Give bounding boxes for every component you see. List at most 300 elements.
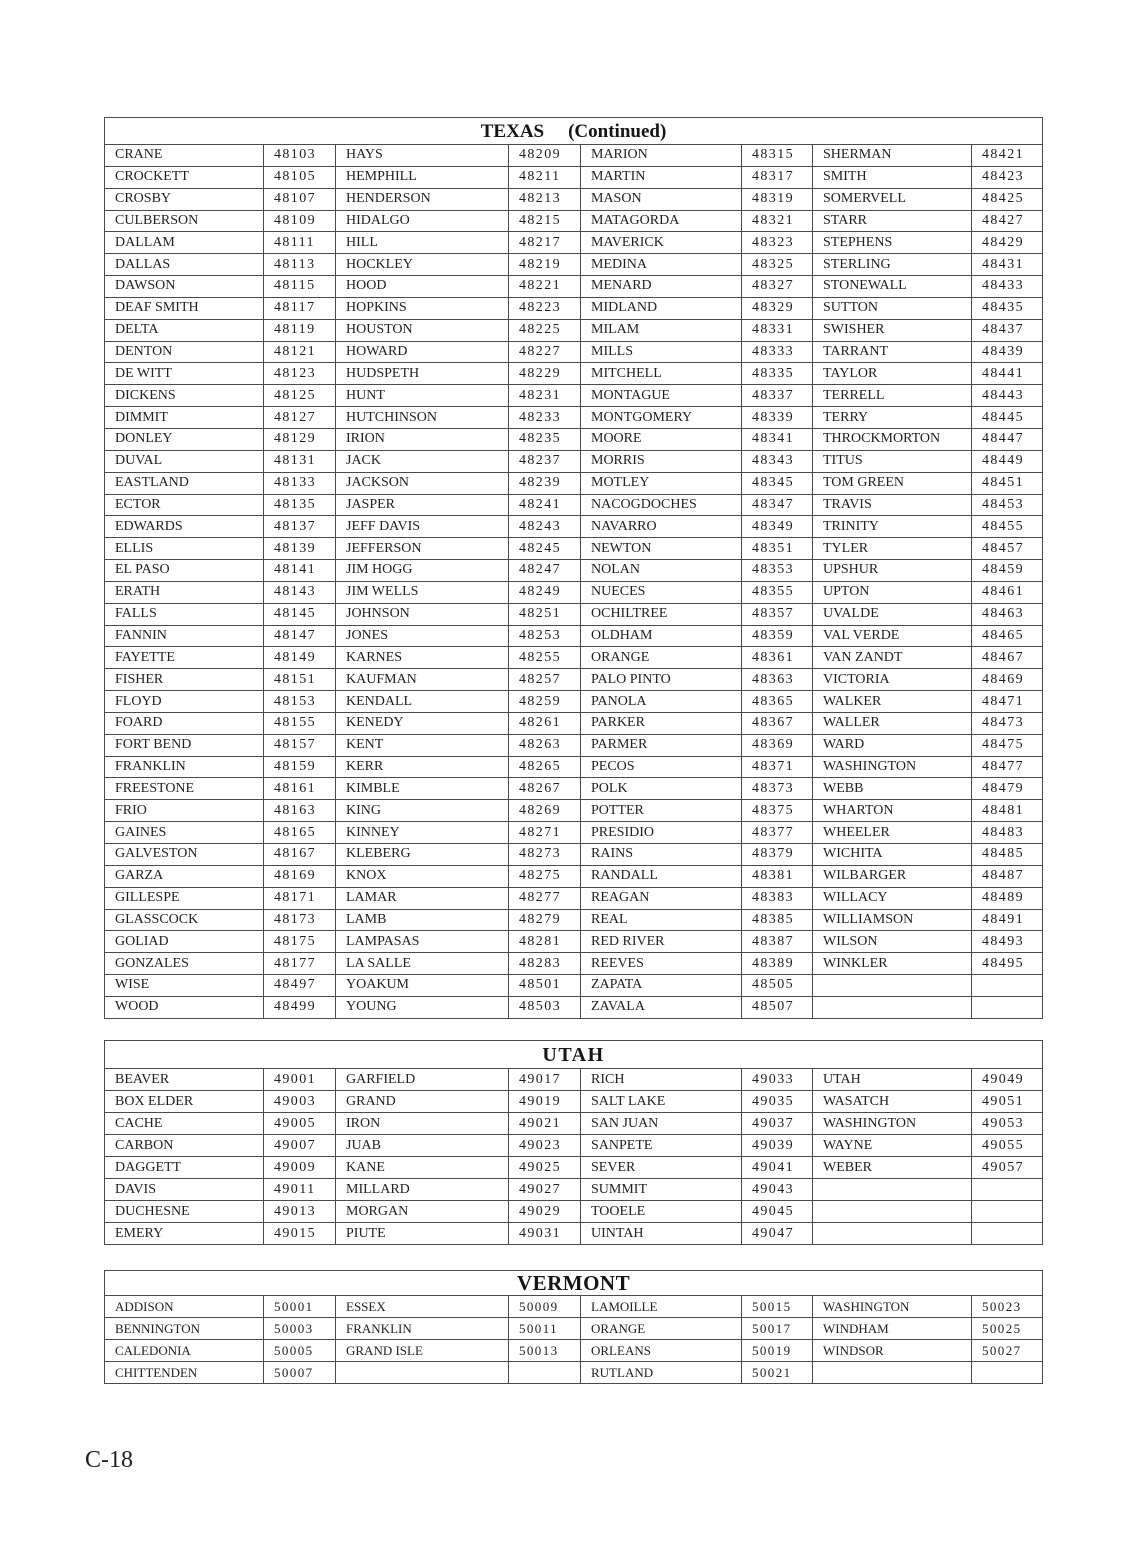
fips-code-cell: 48239 (509, 472, 581, 494)
county-name-cell: JASPER (336, 494, 509, 516)
table-row (105, 450, 1043, 472)
county-name-cell: HEMPHILL (336, 166, 509, 188)
county-name-cell: JACKSON (336, 472, 509, 494)
table-row (105, 625, 1043, 647)
county-name-cell: FALLS (105, 603, 264, 625)
county-name-cell: ESSEX (336, 1296, 509, 1318)
fips-code-cell: 50009 (509, 1296, 581, 1318)
fips-code-cell: 49029 (509, 1201, 581, 1223)
fips-code-cell: 48281 (509, 931, 581, 953)
fips-code-cell: 50027 (972, 1340, 1043, 1362)
fips-code-cell: 48245 (509, 538, 581, 560)
table-row (105, 341, 1043, 363)
county-name-cell: WALKER (813, 691, 972, 713)
county-name-cell: LAMB (336, 909, 509, 931)
fips-code-cell: 48435 (972, 297, 1043, 319)
county-name-cell: MORGAN (336, 1201, 509, 1223)
fips-code-cell: 48375 (742, 800, 813, 822)
county-name-cell: ADDISON (105, 1296, 264, 1318)
fips-code-cell: 48323 (742, 232, 813, 254)
county-name-cell: TAYLOR (813, 363, 972, 385)
fips-code-cell: 48319 (742, 188, 813, 210)
county-name-cell: EMERY (105, 1223, 264, 1245)
county-name-cell: CARBON (105, 1135, 264, 1157)
fips-code-cell: 48263 (509, 734, 581, 756)
county-name-cell: WEBER (813, 1157, 972, 1179)
county-name-cell: PALO PINTO (581, 669, 742, 691)
table-body (105, 1296, 1043, 1384)
county-name-cell: SWISHER (813, 319, 972, 341)
fips-code-cell: 48335 (742, 363, 813, 385)
fips-code-cell: 50023 (972, 1296, 1043, 1318)
table-row (105, 188, 1043, 210)
county-name-cell: CALEDONIA (105, 1340, 264, 1362)
table-row (105, 581, 1043, 603)
fips-code-cell: 48379 (742, 844, 813, 866)
fips-code-cell: 48139 (264, 538, 336, 560)
fips-code-cell: 50015 (742, 1296, 813, 1318)
fips-code-cell: 48269 (509, 800, 581, 822)
county-name-cell: FRIO (105, 800, 264, 822)
fips-code-cell: 48365 (742, 691, 813, 713)
fips-code-cell: 48321 (742, 210, 813, 232)
fips-code-cell: 48479 (972, 778, 1043, 800)
county-name-cell: MILAM (581, 319, 742, 341)
table-row (105, 560, 1043, 582)
county-name-cell: KLEBERG (336, 844, 509, 866)
county-name-cell: KERR (336, 756, 509, 778)
table-row (105, 428, 1043, 450)
fips-code-cell: 48107 (264, 188, 336, 210)
county-name-cell: MEDINA (581, 254, 742, 276)
county-name-cell: CULBERSON (105, 210, 264, 232)
county-name-cell: GOLIAD (105, 931, 264, 953)
county-name-cell: EL PASO (105, 560, 264, 582)
table-row (105, 822, 1043, 844)
fips-code-cell (972, 975, 1043, 997)
county-name-cell: NOLAN (581, 560, 742, 582)
table-row (105, 844, 1043, 866)
fips-code-cell: 48445 (972, 407, 1043, 429)
county-name-cell: WASATCH (813, 1091, 972, 1113)
fips-code-cell: 48257 (509, 669, 581, 691)
fips-code-cell: 48359 (742, 625, 813, 647)
table-row (105, 254, 1043, 276)
fips-code-cell: 48497 (264, 975, 336, 997)
county-name-cell: UVALDE (813, 603, 972, 625)
fips-code-cell: 48163 (264, 800, 336, 822)
county-name-cell: OCHILTREE (581, 603, 742, 625)
county-name-cell: STERLING (813, 254, 972, 276)
table-title (105, 118, 1043, 145)
fips-code-cell: 48485 (972, 844, 1043, 866)
fips-code-cell: 48381 (742, 865, 813, 887)
county-name-cell: ORANGE (581, 647, 742, 669)
county-name-cell: JEFFERSON (336, 538, 509, 560)
county-name-cell: WISE (105, 975, 264, 997)
county-name-cell: HILL (336, 232, 509, 254)
fips-code-cell: 48501 (509, 975, 581, 997)
fips-code-cell: 48279 (509, 909, 581, 931)
fips-code-cell: 48153 (264, 691, 336, 713)
table-title-row (105, 1041, 1043, 1069)
fips-code-cell: 48157 (264, 734, 336, 756)
county-name-cell: REAL (581, 909, 742, 931)
fips-code-cell: 48425 (972, 188, 1043, 210)
fips-code-cell: 49007 (264, 1135, 336, 1157)
fips-code-cell: 48137 (264, 516, 336, 538)
table-row (105, 691, 1043, 713)
county-name-cell: BOX ELDER (105, 1091, 264, 1113)
county-name-cell: DAGGETT (105, 1157, 264, 1179)
table-row (105, 1318, 1043, 1340)
table-row (105, 669, 1043, 691)
county-name-cell: HAYS (336, 145, 509, 167)
fips-code-cell: 48423 (972, 166, 1043, 188)
page-number: C-18 (85, 1447, 133, 1473)
county-name-cell: STARR (813, 210, 972, 232)
fips-code-cell: 48275 (509, 865, 581, 887)
county-name-cell: MILLARD (336, 1179, 509, 1201)
county-name-cell: HOWARD (336, 341, 509, 363)
fips-code-cell: 48221 (509, 276, 581, 298)
county-name-cell (813, 1362, 972, 1384)
county-name-cell: WALLER (813, 712, 972, 734)
fips-code-cell: 49017 (509, 1069, 581, 1091)
county-name-cell: THROCKMORTON (813, 428, 972, 450)
fips-code-cell: 48491 (972, 909, 1043, 931)
fips-code-cell: 48443 (972, 385, 1043, 407)
fips-code-cell: 49011 (264, 1179, 336, 1201)
county-name-cell: TARRANT (813, 341, 972, 363)
county-name-cell: GAINES (105, 822, 264, 844)
county-name-cell: WASHINGTON (813, 756, 972, 778)
fips-code-cell: 48125 (264, 385, 336, 407)
fips-code-cell: 49043 (742, 1179, 813, 1201)
table-title (105, 1041, 1043, 1069)
fips-code-cell: 48237 (509, 450, 581, 472)
fips-code-cell: 48165 (264, 822, 336, 844)
county-name-cell: KENEDY (336, 712, 509, 734)
table-row (105, 145, 1043, 167)
fips-code-cell: 48337 (742, 385, 813, 407)
table-row (105, 800, 1043, 822)
fips-code-cell: 48387 (742, 931, 813, 953)
county-name-cell: WHARTON (813, 800, 972, 822)
fips-code-cell: 50013 (509, 1340, 581, 1362)
county-name-cell: SHERMAN (813, 145, 972, 167)
fips-code-cell: 48109 (264, 210, 336, 232)
fips-code-cell: 49003 (264, 1091, 336, 1113)
county-name-cell: TYLER (813, 538, 972, 560)
fips-code-cell: 48361 (742, 647, 813, 669)
fips-code-cell: 49057 (972, 1157, 1043, 1179)
fips-code-cell: 49033 (742, 1069, 813, 1091)
county-name-cell: UINTAH (581, 1223, 742, 1245)
county-name-cell: PRESIDIO (581, 822, 742, 844)
fips-code-cell: 48147 (264, 625, 336, 647)
state-name: UTAH (542, 1043, 605, 1066)
fips-code-cell: 48123 (264, 363, 336, 385)
fips-code-cell: 48155 (264, 712, 336, 734)
county-name-cell: YOAKUM (336, 975, 509, 997)
fips-code-cell (972, 1362, 1043, 1384)
fips-code-cell: 49015 (264, 1223, 336, 1245)
fips-code-cell: 48325 (742, 254, 813, 276)
fips-code-cell: 48477 (972, 756, 1043, 778)
fips-code-cell: 48461 (972, 581, 1043, 603)
fips-code-cell: 50019 (742, 1340, 813, 1362)
county-name-cell: GARZA (105, 865, 264, 887)
county-name-cell (336, 1362, 509, 1384)
county-name-cell: LAMPASAS (336, 931, 509, 953)
fips-code-cell: 48277 (509, 887, 581, 909)
fips-code-cell: 48481 (972, 800, 1043, 822)
fips-code-cell: 49035 (742, 1091, 813, 1113)
fips-code-cell: 48483 (972, 822, 1043, 844)
county-name-cell: KAUFMAN (336, 669, 509, 691)
county-name-cell: SUMMIT (581, 1179, 742, 1201)
table-row (105, 319, 1043, 341)
county-name-cell: DONLEY (105, 428, 264, 450)
fips-code-cell: 48217 (509, 232, 581, 254)
county-name-cell: UPSHUR (813, 560, 972, 582)
county-name-cell: WINDSOR (813, 1340, 972, 1362)
fips-code-cell: 48459 (972, 560, 1043, 582)
county-name-cell: SEVER (581, 1157, 742, 1179)
fips-code-cell: 48235 (509, 428, 581, 450)
fips-code-cell: 48503 (509, 996, 581, 1018)
fips-code-cell: 48225 (509, 319, 581, 341)
fips-code-cell: 48449 (972, 450, 1043, 472)
county-name-cell: RED RIVER (581, 931, 742, 953)
county-name-cell: KANE (336, 1157, 509, 1179)
fips-code-cell: 48333 (742, 341, 813, 363)
county-name-cell (813, 1179, 972, 1201)
fips-code-cell: 48243 (509, 516, 581, 538)
table-row (105, 734, 1043, 756)
county-name-cell: LAMAR (336, 887, 509, 909)
county-name-cell: UTAH (813, 1069, 972, 1091)
fips-code-cell: 48371 (742, 756, 813, 778)
fips-code-cell: 48213 (509, 188, 581, 210)
fips-code-cell (972, 996, 1043, 1018)
fips-code-cell: 48457 (972, 538, 1043, 560)
county-name-cell: WEBB (813, 778, 972, 800)
fips-code-cell: 48471 (972, 691, 1043, 713)
county-name-cell: GALVESTON (105, 844, 264, 866)
fips-code-cell: 48103 (264, 145, 336, 167)
county-name-cell: CROSBY (105, 188, 264, 210)
fips-code-cell: 48143 (264, 581, 336, 603)
fips-code-cell: 49047 (742, 1223, 813, 1245)
county-name-cell: MORRIS (581, 450, 742, 472)
table-row (105, 953, 1043, 975)
fips-code-cell: 48129 (264, 428, 336, 450)
fips-code-cell: 48219 (509, 254, 581, 276)
county-name-cell: STEPHENS (813, 232, 972, 254)
fips-code-cell: 48353 (742, 560, 813, 582)
county-name-cell: KING (336, 800, 509, 822)
county-name-cell: DAWSON (105, 276, 264, 298)
county-name-cell: HOOD (336, 276, 509, 298)
county-name-cell: WARD (813, 734, 972, 756)
county-name-cell: WINDHAM (813, 1318, 972, 1340)
fips-code-cell: 48241 (509, 494, 581, 516)
fips-code-cell: 48499 (264, 996, 336, 1018)
county-name-cell: LAMOILLE (581, 1296, 742, 1318)
fips-code-cell: 48357 (742, 603, 813, 625)
county-name-cell: WILBARGER (813, 865, 972, 887)
county-name-cell: SANPETE (581, 1135, 742, 1157)
fips-code-cell: 49009 (264, 1157, 336, 1179)
county-name-cell: CHITTENDEN (105, 1362, 264, 1384)
fips-code-cell: 48455 (972, 516, 1043, 538)
fips-code-cell: 50017 (742, 1318, 813, 1340)
county-name-cell: BENNINGTON (105, 1318, 264, 1340)
fips-code-cell: 48351 (742, 538, 813, 560)
fips-code-cell: 48227 (509, 341, 581, 363)
county-name-cell: KENDALL (336, 691, 509, 713)
fips-code-cell: 48169 (264, 865, 336, 887)
fips-code-cell: 48385 (742, 909, 813, 931)
fips-code-cell: 49037 (742, 1113, 813, 1135)
county-name-cell: MATAGORDA (581, 210, 742, 232)
table-row (105, 1223, 1043, 1245)
fips-code-cell: 48473 (972, 712, 1043, 734)
utah-county-table (104, 1040, 1043, 1245)
county-name-cell: LA SALLE (336, 953, 509, 975)
county-name-cell: MILLS (581, 341, 742, 363)
fips-code-cell: 49005 (264, 1113, 336, 1135)
county-name-cell: FRANKLIN (105, 756, 264, 778)
texas-county-table (104, 117, 1043, 1019)
county-name-cell: GRAND (336, 1091, 509, 1113)
county-name-cell: NACOGDOCHES (581, 494, 742, 516)
fips-code-cell: 48211 (509, 166, 581, 188)
fips-code-cell: 48283 (509, 953, 581, 975)
county-name-cell: POTTER (581, 800, 742, 822)
county-name-cell: GONZALES (105, 953, 264, 975)
county-name-cell: TOOELE (581, 1201, 742, 1223)
table-row (105, 1340, 1043, 1362)
table-row (105, 516, 1043, 538)
fips-code-cell: 48265 (509, 756, 581, 778)
fips-code-cell: 48431 (972, 254, 1043, 276)
fips-code-cell: 48273 (509, 844, 581, 866)
county-name-cell: CRANE (105, 145, 264, 167)
fips-code-cell: 48427 (972, 210, 1043, 232)
county-name-cell: FRANKLIN (336, 1318, 509, 1340)
fips-code-cell: 50005 (264, 1340, 336, 1362)
county-name-cell: FORT BEND (105, 734, 264, 756)
county-name-cell: TITUS (813, 450, 972, 472)
county-name-cell: NEWTON (581, 538, 742, 560)
table-row (105, 1296, 1043, 1318)
fips-code-cell: 48229 (509, 363, 581, 385)
county-name-cell: MAVERICK (581, 232, 742, 254)
county-name-cell: VAL VERDE (813, 625, 972, 647)
county-name-cell: SALT LAKE (581, 1091, 742, 1113)
county-name-cell: DELTA (105, 319, 264, 341)
county-name-cell: MARTIN (581, 166, 742, 188)
table-row (105, 1179, 1043, 1201)
fips-code-cell (509, 1362, 581, 1384)
county-name-cell: ORANGE (581, 1318, 742, 1340)
county-name-cell: WICHITA (813, 844, 972, 866)
county-name-cell: GLASSCOCK (105, 909, 264, 931)
table-row (105, 1113, 1043, 1135)
county-name-cell: TOM GREEN (813, 472, 972, 494)
table-row (105, 778, 1043, 800)
fips-code-cell: 48327 (742, 276, 813, 298)
county-name-cell: EDWARDS (105, 516, 264, 538)
county-name-cell: ORLEANS (581, 1340, 742, 1362)
fips-code-cell: 48349 (742, 516, 813, 538)
fips-code-cell: 48145 (264, 603, 336, 625)
county-name-cell: MASON (581, 188, 742, 210)
fips-code-cell: 49021 (509, 1113, 581, 1135)
fips-code-cell: 49023 (509, 1135, 581, 1157)
county-name-cell: TRAVIS (813, 494, 972, 516)
fips-code-cell: 48161 (264, 778, 336, 800)
county-name-cell: SMITH (813, 166, 972, 188)
fips-code-cell: 49013 (264, 1201, 336, 1223)
fips-code-cell: 49001 (264, 1069, 336, 1091)
county-name-cell: FANNIN (105, 625, 264, 647)
county-name-cell: DUVAL (105, 450, 264, 472)
fips-code-cell: 48475 (972, 734, 1043, 756)
fips-code-cell: 48267 (509, 778, 581, 800)
fips-code-cell: 48215 (509, 210, 581, 232)
fips-code-cell: 48119 (264, 319, 336, 341)
county-name-cell (813, 996, 972, 1018)
county-name-cell: VAN ZANDT (813, 647, 972, 669)
fips-code-cell: 48493 (972, 931, 1043, 953)
fips-code-cell: 50001 (264, 1296, 336, 1318)
fips-code-cell (972, 1223, 1043, 1245)
county-name-cell: WOOD (105, 996, 264, 1018)
fips-code-cell: 48429 (972, 232, 1043, 254)
table-row (105, 538, 1043, 560)
table-row (105, 1362, 1043, 1384)
county-name-cell: DE WITT (105, 363, 264, 385)
county-name-cell: KNOX (336, 865, 509, 887)
table-row (105, 1135, 1043, 1157)
county-name-cell: WILLACY (813, 887, 972, 909)
fips-code-cell: 48465 (972, 625, 1043, 647)
fips-code-cell: 48121 (264, 341, 336, 363)
fips-code-cell: 48113 (264, 254, 336, 276)
county-name-cell: STONEWALL (813, 276, 972, 298)
fips-code-cell: 48175 (264, 931, 336, 953)
fips-code-cell: 48467 (972, 647, 1043, 669)
fips-code-cell: 48231 (509, 385, 581, 407)
fips-code-cell: 49055 (972, 1135, 1043, 1157)
table-row (105, 210, 1043, 232)
fips-code-cell: 48451 (972, 472, 1043, 494)
fips-code-cell: 50007 (264, 1362, 336, 1384)
fips-code-cell: 48447 (972, 428, 1043, 450)
fips-code-cell: 50025 (972, 1318, 1043, 1340)
fips-code-cell: 48341 (742, 428, 813, 450)
county-name-cell: JUAB (336, 1135, 509, 1157)
fips-code-cell: 48373 (742, 778, 813, 800)
table-row (105, 363, 1043, 385)
table-row (105, 712, 1043, 734)
county-name-cell: UPTON (813, 581, 972, 603)
fips-code-cell: 48343 (742, 450, 813, 472)
